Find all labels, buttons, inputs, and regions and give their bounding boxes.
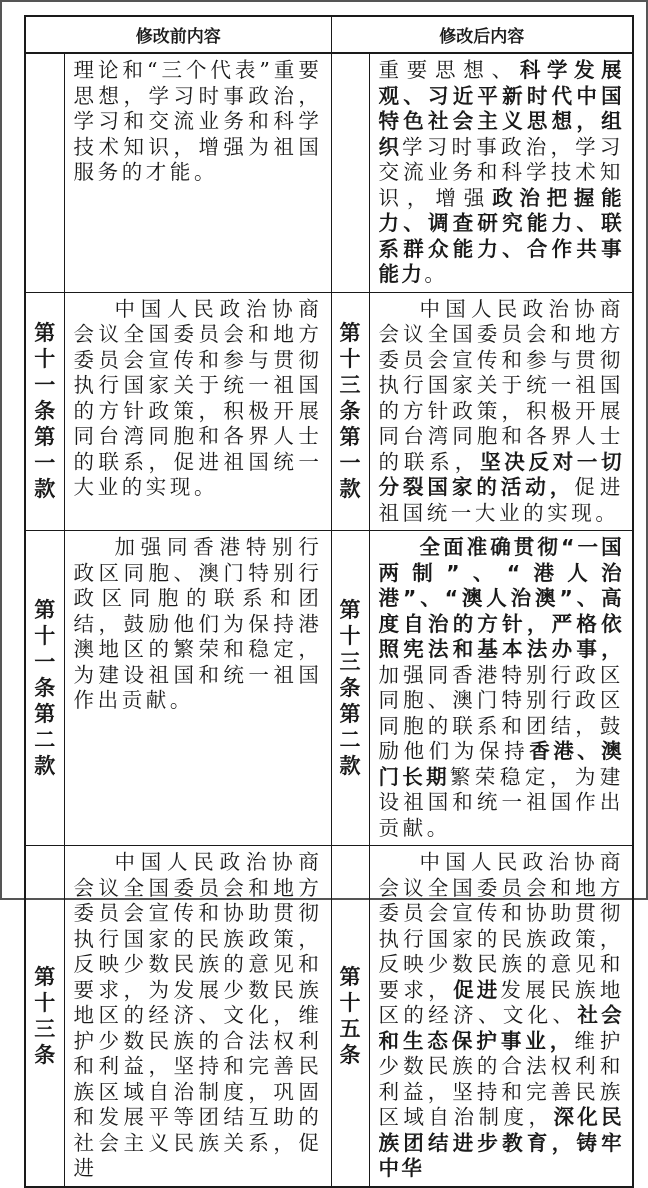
after-article-cell [331, 531, 369, 846]
before-article-label: 第十一条第一款 [34, 321, 56, 502]
amended-text: 坚决反对一切分裂国家的活动， [378, 449, 625, 499]
before-article-label: 第十三条 [34, 964, 56, 1067]
after-article-cell [331, 846, 369, 1187]
before-content-cell [64, 846, 331, 1187]
after-content-text [379, 58, 625, 288]
amended-text: 全面准确贯彻“一国两制”、“港人治港”、“澳人治澳”、高度自治的方针，严格依照宪法和基本法办事， [378, 535, 624, 661]
original-text: 重要思想、 [378, 58, 520, 82]
original-text: 学习时事政治，学习交流业务和科学技术知识，增强 [378, 134, 625, 210]
after-article-label: 第十五条 [339, 964, 361, 1067]
amended-text: 社会和生态保护事业， [378, 1003, 624, 1053]
after-article-cell [331, 292, 369, 531]
original-text: 中国人民政治协商会议全国委员会和地方委员会宣传和协助贯彻执行国家的民族政策，反映少数民族的意见和要求， [378, 850, 624, 1002]
after-content-cell [369, 53, 633, 292]
original-text: 维护少数民族的合法权利和利益，坚持和完善民族区域自治制度， [378, 1028, 624, 1129]
after-content-cell [369, 846, 633, 1187]
amended-text: 香港、澳门长期 [378, 739, 624, 789]
after-content-text [379, 297, 625, 527]
after-article-label: 第十三条第二款 [339, 598, 361, 778]
after-content-cell [369, 531, 633, 846]
before-article-cell [25, 846, 64, 1187]
before-article-cell [25, 531, 64, 846]
after-article-label: 第十三条第一款 [339, 321, 361, 502]
amended-text: 科学发展观、习近平新时代中国特色社会主义思想，组织 [378, 58, 624, 159]
before-content-text: 加强同香港特别行政区同胞、澳门特别行政区同胞的联系和团结，鼓励他们为保持港澳地区的繁荣和稳定，为建设祖国和统一祖国作出贡献。 [73, 535, 323, 712]
before-content-text: 中国人民政治协商会议全国委员会和地方委员会宣传和参与贯彻执行国家关于统一祖国的方针政策，积极开展同台湾同胞和各界人士的联系，促进祖国统一大业的实现。 [73, 296, 323, 499]
amended-text: 政治把握能力、调查研究能力、联系群众能力、合作共事能力 [378, 185, 624, 286]
after-content-cell [369, 292, 633, 531]
after-content-text [379, 535, 625, 841]
original-text: 加强同香港特别行政区同胞、澳门特别行政区同胞的联系和团结，鼓励他们为保持 [378, 662, 624, 763]
before-article-cell [25, 292, 64, 531]
before-content-cell [64, 531, 331, 846]
table-row [25, 531, 633, 846]
table-row [25, 53, 633, 292]
before-article-label: 第十一条第二款 [34, 598, 56, 778]
original-text: 发展民族地区的经济、文化、 [378, 977, 624, 1027]
table-header-row [25, 16, 633, 53]
table-row [25, 846, 633, 1187]
before-content-cell [64, 53, 331, 292]
before-article-cell [25, 53, 64, 292]
before-content-text: 理论和“三个代表”重要思想，学习时事政治，学习和交流业务和科学技术知识，增强为祖国服务的才能。 [73, 58, 323, 184]
before-content-cell [64, 292, 331, 531]
table-row [25, 292, 633, 531]
before-content-text: 中国人民政治协商会议全国委员会和地方委员会宣传和协助贯彻执行国家的民族政策，反映少数民族的意见和要求，为发展少数民族地区的经济、文化，维护少数民族的合法权利和利益，坚持和完善民族区域自治制度，巩固和发展平等团结互助的社会主义民族关系，促进 [73, 850, 323, 1180]
amended-text: 促进 [453, 977, 501, 1002]
original-text: 促进祖国统一大业的实现。 [378, 475, 625, 525]
after-article-cell [331, 53, 369, 292]
amended-text: 深化民族团结进步教育，铸牢中华 [378, 1105, 624, 1180]
original-text: 中国人民政治协商会议全国委员会和地方委员会宣传和参与贯彻执行国家关于统一祖国的方针政策，积极开展同台湾同胞和各界人士的联系， [378, 296, 624, 474]
original-text: 繁荣稳定，为建设祖国和统一祖国作出贡献。 [378, 764, 625, 840]
amendment-comparison-table [24, 15, 634, 1188]
original-text: 。 [424, 262, 449, 286]
before-column-header: 修改前内容 [25, 16, 331, 53]
after-column-header: 修改后内容 [331, 16, 633, 53]
